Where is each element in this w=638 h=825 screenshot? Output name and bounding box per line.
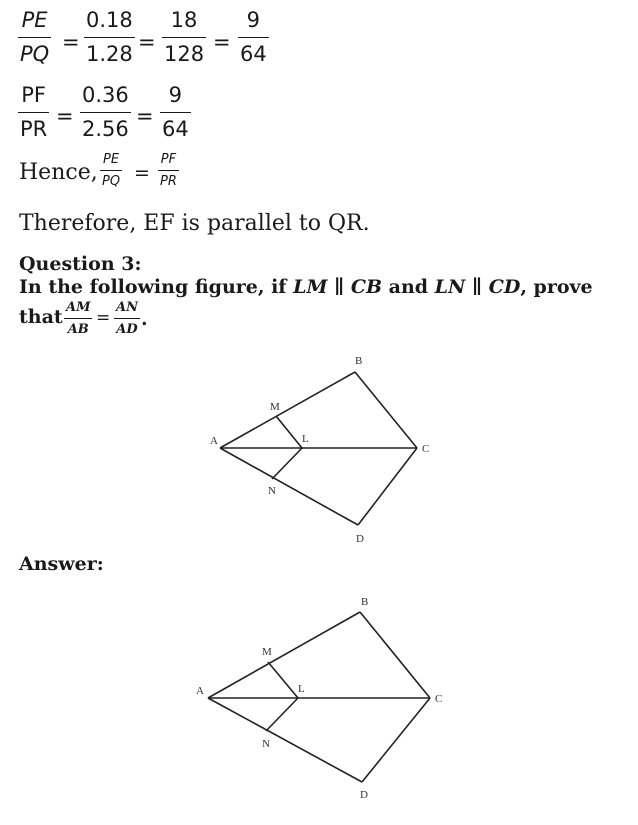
segment-ml — [276, 416, 302, 448]
hence-label: Hence, — [19, 160, 98, 185]
numerator: PE — [103, 152, 120, 167]
numerator: AM — [66, 300, 91, 315]
fraction-integer — [162, 8, 206, 66]
fraction-bar — [80, 112, 131, 113]
fraction-bar — [238, 37, 269, 38]
question-statement — [19, 276, 593, 299]
equals-sign: = — [96, 308, 111, 328]
fraction-decimal — [84, 8, 135, 66]
label-l: L — [302, 433, 309, 445]
fraction-bar — [158, 170, 179, 171]
label-d: D — [360, 789, 368, 801]
fraction-bar — [162, 37, 206, 38]
numerator: AN — [116, 300, 138, 315]
fraction-an-ad — [114, 300, 140, 337]
label-n: N — [268, 485, 276, 497]
question-text: , prove — [520, 276, 593, 298]
label-m: M — [270, 401, 280, 413]
fraction-decimal — [80, 83, 131, 141]
segment-ab — [220, 372, 355, 448]
segment-cd — [358, 448, 417, 525]
fraction-simplified — [238, 8, 269, 66]
geometry-figure-question — [200, 350, 440, 550]
fraction-bar — [160, 112, 191, 113]
math-cb: CB — [350, 276, 383, 298]
question-text: that — [19, 306, 63, 328]
geometry-figure-answer — [190, 590, 450, 805]
fraction-simplified — [160, 83, 191, 141]
segment-da — [220, 448, 358, 525]
conclusion-text: Therefore, EF is parallel to QR. — [19, 211, 370, 236]
denominator: PR — [20, 117, 48, 141]
equals-sign: = — [213, 30, 231, 54]
denominator: 1.28 — [86, 42, 133, 66]
numerator: 9 — [246, 8, 261, 32]
parallel-symbol: ∥ — [334, 276, 345, 298]
segment-cd — [362, 698, 430, 782]
denominator: 128 — [164, 42, 205, 66]
fraction-bar — [18, 37, 51, 38]
equals-sign: = — [136, 104, 154, 128]
segment-ml — [268, 662, 298, 698]
segment-ab — [208, 612, 360, 698]
equals-sign: = — [134, 162, 150, 184]
fraction-pe-pq — [100, 152, 122, 189]
denominator: AD — [116, 322, 138, 337]
segment-bc — [360, 612, 430, 698]
denominator: 64 — [240, 42, 267, 66]
label-c: C — [435, 693, 443, 705]
segment-bc — [355, 372, 417, 448]
label-a: A — [210, 435, 218, 447]
label-l: L — [298, 683, 305, 695]
math-lm: LM — [293, 276, 328, 298]
label-b: B — [361, 596, 369, 608]
denominator: 64 — [162, 117, 189, 141]
numerator: 18 — [170, 8, 198, 32]
question-title: Question 3: — [19, 253, 142, 275]
equals-sign: = — [56, 104, 74, 128]
fraction-am-ab — [64, 300, 92, 337]
denominator: 2.56 — [82, 117, 129, 141]
fraction-pe-pq — [18, 8, 51, 66]
numerator: 0.36 — [82, 83, 129, 107]
answer-label: Answer: — [19, 553, 104, 575]
numerator: 0.18 — [86, 8, 133, 32]
denominator: PR — [160, 174, 177, 189]
parallel-symbol: ∥ — [472, 276, 483, 298]
fraction-bar — [114, 318, 140, 319]
math-cd: CD — [488, 276, 521, 298]
fraction-pf-pr — [18, 83, 49, 141]
numerator: 9 — [168, 83, 183, 107]
fraction-bar — [100, 170, 122, 171]
equals-sign: = — [138, 30, 156, 54]
fraction-bar — [64, 318, 92, 319]
question-text: In the following figure, if — [19, 276, 294, 298]
equals-sign: = — [62, 30, 80, 54]
fraction-bar — [84, 37, 135, 38]
math-ln: LN — [434, 276, 466, 298]
denominator: PQ — [20, 42, 50, 66]
label-c: C — [422, 443, 430, 455]
numerator: PF — [160, 152, 177, 167]
segment-ln — [266, 698, 298, 731]
label-b: B — [355, 355, 363, 367]
label-a: A — [196, 685, 204, 697]
fraction-bar — [18, 112, 49, 113]
segment-ln — [272, 448, 302, 479]
question-text: and — [382, 276, 435, 298]
label-m: M — [262, 646, 272, 658]
fraction-pf-pr — [158, 152, 179, 189]
denominator: PQ — [102, 174, 121, 189]
period: . — [141, 308, 148, 330]
label-n: N — [262, 738, 270, 750]
numerator: PF — [21, 83, 46, 107]
denominator: AB — [67, 322, 89, 337]
numerator: PE — [21, 8, 48, 32]
label-d: D — [356, 533, 364, 545]
